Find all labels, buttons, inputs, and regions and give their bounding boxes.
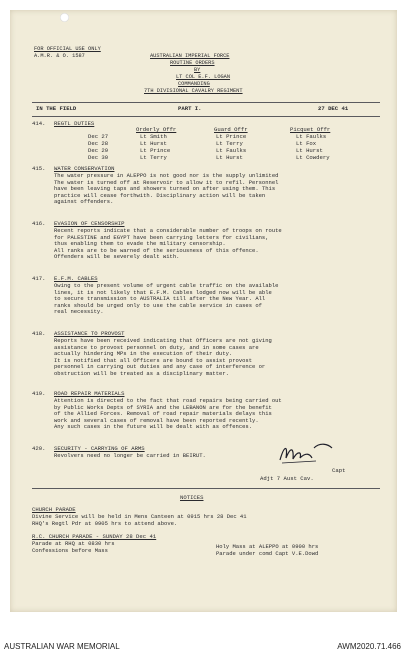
col-guard: Guard Offr (214, 126, 248, 133)
archive-reference: AWM2020.71.466 (337, 642, 401, 651)
text-line: Reports have been received indicating that Officers are not giving (54, 337, 272, 344)
regiment-name: 7TH DIVISIONAL CAVALRY REGIMENT (144, 88, 243, 94)
commander-name: LT COL E.F. LOGAN (176, 74, 231, 80)
signatory-rank: Capt (332, 467, 346, 474)
text-line: Holy Mass at ALEPPO at 0900 hrs (216, 543, 319, 550)
org-title: AUSTRALIAN IMPERIAL FORCE (150, 53, 230, 59)
church-parade-text (32, 514, 247, 527)
text-line: Divine Service will be held in Mens Canteen at 0915 hrs 28 Dec 41 (32, 513, 247, 520)
notices-title: NOTICES (180, 494, 204, 501)
duty-orderly: Lt Hurst (140, 140, 167, 147)
text-line: It is notified that all Officers are bound to assist provost (54, 356, 253, 364)
text-line: practice will cease forthwith. Disciplinary action will be taken (54, 191, 266, 199)
order-title-418: ASSISTANCE TO PROVOST (54, 330, 125, 337)
order-text-418 (54, 338, 272, 378)
rc-parade-left (32, 541, 115, 554)
order-number-417: 417. (32, 275, 46, 282)
duty-orderly: Lt Prince (140, 147, 171, 154)
notices-rule (32, 488, 380, 489)
text-line: for PALESTINE and EGYPT have been carrying letters for civilians, (54, 233, 269, 241)
order-number-419: 419. (32, 390, 46, 397)
duty-orderly: Lt Smith (140, 133, 167, 140)
text-line: The water is turned off at Reservoir to allow it to refil. Personnel (54, 178, 279, 186)
order-number-414: 414. (32, 120, 46, 127)
rc-church-parade-title: R.C. CHURCH PARADE - SUNDAY 28 Dec 41 (32, 533, 157, 540)
text-line: Offenders will be severely dealt with. (54, 253, 180, 261)
col-picquet: Picquet Offr (290, 126, 331, 133)
duty-guard: Lt Faulks (216, 147, 247, 154)
text-line: of the Allied Forces. Removal of road repair materials delays this (54, 410, 272, 418)
archive-name: AUSTRALIAN WAR MEMORIAL (4, 642, 120, 651)
order-title-419: ROAD REPAIR MATERIALS (54, 390, 125, 397)
order-text-420 (54, 453, 206, 460)
text-line: assistance to provost personnel on duty, and in some cases are (54, 343, 259, 351)
punch-hole-top (60, 13, 69, 22)
order-text-415 (54, 173, 278, 206)
duty-picquet: Lt Fox (296, 140, 317, 147)
header-rule (32, 102, 380, 103)
handwritten-signature (276, 438, 336, 468)
commanding-label: COMMANDING (178, 81, 210, 87)
text-line: Revolvers need no longer be carried in BEIRUT. (54, 452, 206, 459)
duty-date: Dec 27 (88, 133, 109, 140)
text-line: have been leaving taps and showers turned on after using them. This (54, 185, 276, 193)
order-title-417: E.F.M. CABLES (54, 275, 98, 282)
order-title-416: EVASION OF CENSORSHIP (54, 220, 125, 227)
text-line: Any such cases in the future will be dealt with as offences. (54, 423, 253, 431)
text-line: by Public Works Depts of SYRIA and the LEBANON are for the benefit (54, 403, 272, 411)
duty-orderly: Lt Terry (140, 154, 167, 161)
duty-guard: Lt Terry (216, 140, 243, 147)
text-line: obstruction will be treated as a disciplinary matter. (54, 369, 229, 377)
duty-guard: Lt Prince (216, 133, 247, 140)
duty-picquet: Lt Cowdery (296, 154, 330, 161)
text-line: Attention is directed to the fact that road repairs being carried out (54, 397, 282, 404)
col-orderly: Orderly Offr (136, 126, 177, 133)
signatory-role: Adjt 7 Aust Cav. (260, 475, 314, 482)
duty-picquet: Lt Hurst (296, 147, 323, 154)
text-line: real necessity. (54, 308, 104, 316)
duty-guard: Lt Hurst (216, 154, 243, 161)
dateline-rule (32, 116, 380, 117)
by-label: BY (194, 67, 201, 73)
text-line: actually hindering MPs in the execution of their duty. (54, 350, 233, 358)
text-line: All ranks are to be warned of the seriousness of this offence. (54, 246, 259, 254)
duty-picquet: Lt Faulks (296, 133, 327, 140)
duty-date: Dec 29 (88, 147, 109, 154)
text-line: ranks should be urged only to use the cable service in cases of (54, 301, 262, 309)
order-number-415: 415. (32, 165, 46, 172)
text-line: personnel in carrying out duties and any case of interference or (54, 363, 266, 371)
church-parade-title: CHURCH PARADE (32, 506, 76, 513)
text-line: RHQ's Regtl Pdr at 0905 hrs to attend above. (32, 519, 178, 527)
text-line: work and several cases of removal have been reported recently. (54, 416, 259, 424)
order-text-419 (54, 398, 282, 431)
text-line: lines, it is not likely that E.F.M. Cables lodged now will be able (54, 288, 272, 296)
text-line: The water pressure in ALEPPO is not good nor is the supply unlimited (54, 172, 279, 179)
order-title-415: WATER CONSERVATION (54, 165, 115, 172)
order-text-416 (54, 228, 282, 261)
reference-number: A.M.R. & O. 1587 (34, 53, 85, 59)
order-number-418: 418. (32, 330, 46, 337)
text-line: Confessions before Mass (32, 546, 108, 554)
text-line: Parade under comd Capt V.E.Dowd (216, 549, 319, 557)
order-number-416: 416. (32, 220, 46, 227)
location-label: IN THE FIELD (36, 105, 77, 112)
text-line: thus enabling them to evade the military censorship. (54, 240, 226, 248)
document-page (10, 10, 397, 612)
orders-title: ROUTINE ORDERS (170, 60, 215, 66)
order-number-420: 420. (32, 445, 46, 452)
order-title-420: SECURITY - CARRYING OF ARMS (54, 445, 145, 452)
archive-footer (0, 612, 405, 653)
text-line: Recent reports indicate that a considerable number of troops on route (54, 227, 282, 234)
text-line: to secure transmission to AUSTRALIA till after the New Year. All (54, 295, 266, 303)
duty-date: Dec 30 (88, 154, 109, 161)
official-use-label: FOR OFFICIAL USE ONLY (34, 46, 101, 52)
duty-date: Dec 28 (88, 140, 109, 147)
duties-title: REGTL DUTIES (54, 120, 95, 127)
part-label: PART I. (178, 105, 202, 112)
text-line: against offenders. (54, 198, 114, 206)
order-date: 27 DEC 41 (318, 105, 349, 112)
rc-parade-right (216, 544, 318, 557)
text-line: Owing to the present volume of urgent cable traffic on the available (54, 282, 279, 289)
text-line: Parade at RHQ at 0830 hrs (32, 540, 115, 547)
order-text-417 (54, 283, 278, 316)
